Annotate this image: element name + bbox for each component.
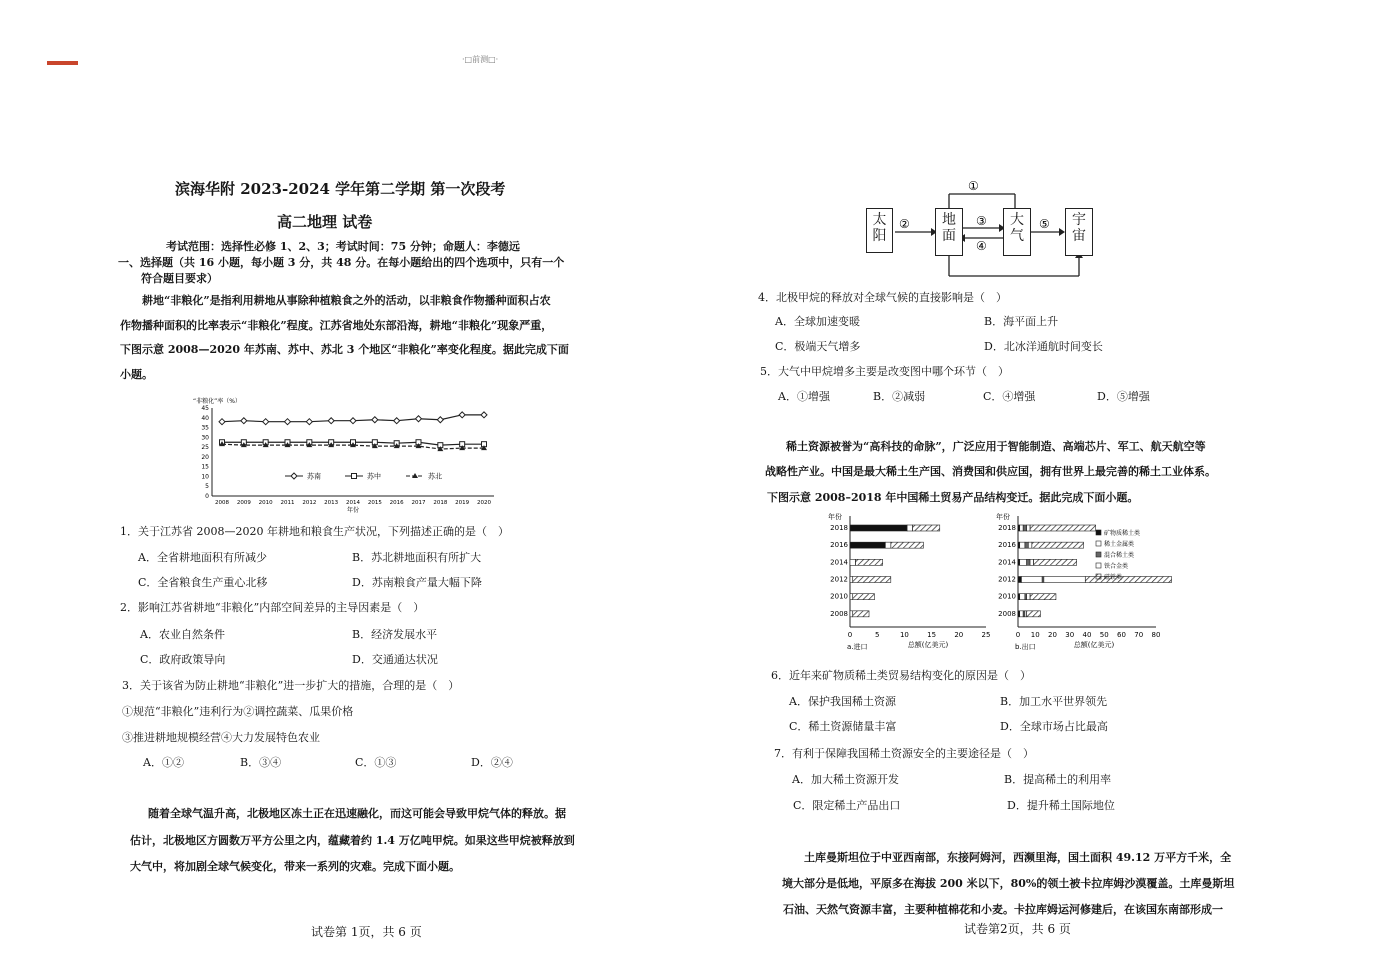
x-tick-label: 60 — [1117, 631, 1126, 639]
q7-stem: 7．有利于保障我国稀土资源安全的主要途径是（ ） — [774, 747, 1034, 760]
data-point — [481, 412, 487, 418]
q3-option-c[interactable]: C．①③ — [355, 756, 397, 769]
x-tick-label: 2014 — [346, 500, 360, 506]
passage1-line: 下图示意 2008—2020 年苏南、苏中、苏北 3 个地区“非粮化”率变化程度。据此完成下面 — [120, 343, 569, 356]
y-tick-label: 10 — [201, 473, 209, 481]
q2-option-d[interactable]: D．交通通达状况 — [352, 653, 438, 666]
x-tick-label: 2013 — [324, 500, 339, 506]
header-scribble: ·□前测□· — [462, 55, 499, 64]
q4-option-b[interactable]: B．海平面上升 — [984, 315, 1059, 328]
y-tick-label: 35 — [201, 424, 209, 432]
legend-label: 苏北 — [428, 472, 442, 481]
passage1-line: 作物播种面积的比率表示“非粮化”程度。江苏省地处东部沿海，耕地“非粮化”现象严重， — [120, 319, 553, 332]
q1-option-d[interactable]: D．苏南粮食产量大幅下降 — [352, 576, 482, 589]
x-axis-title: 年份 — [346, 507, 360, 514]
bar-segment — [1030, 525, 1096, 531]
y-tick-label: 2014 — [998, 558, 1016, 567]
legend-label: 混合稀土类 — [1104, 552, 1135, 559]
passage2-line: 大气中，将加剧全球气候变化，带来一系列的灾难。完成下面小题。 — [130, 860, 460, 873]
data-point — [328, 418, 334, 424]
x-tick-label: 2017 — [411, 500, 426, 506]
atmosphere-label: 大气 — [1010, 212, 1024, 244]
data-point — [437, 417, 443, 423]
x-tick-label: 25 — [981, 631, 991, 639]
bar-segment — [891, 542, 924, 548]
passage4-line: 土库曼斯坦位于中亚西南部，东接阿姆河，西濒里海，国土面积 49.12 万平方千米，全 — [804, 851, 1232, 864]
y-axis-title: 年份 — [828, 513, 842, 521]
red-mark — [47, 61, 78, 65]
y-tick-label: 2014 — [830, 558, 848, 567]
legend-label: 铁合金类 — [1104, 563, 1129, 570]
y-tick-label: 45 — [201, 405, 209, 412]
x-tick-label: 2015 — [367, 500, 382, 506]
universe-label: 宇宙 — [1072, 212, 1086, 244]
q3-item-line: ③推进耕地规模经营④大力发展特色农业 — [122, 731, 320, 744]
data-point — [241, 418, 247, 424]
q7-option-d[interactable]: D．提升稀土国际地位 — [1007, 799, 1115, 812]
q2-stem: 2．影响江苏省耕地“非粮化”内部空间差异的主导因素是（ ） — [120, 601, 425, 614]
bar-segment — [1027, 559, 1030, 565]
legend-swatch — [1096, 574, 1101, 579]
y-axis-title: “非粮化”率（%） — [193, 398, 241, 405]
label-n1: ① — [968, 179, 979, 193]
q3-item-line: ①规范“非粮化”违利行为②调控蔬菜、瓜果价格 — [122, 705, 354, 718]
x-tick-label: 10 — [1030, 631, 1040, 639]
data-point — [394, 418, 400, 424]
q6-option-c[interactable]: C．稀土资源储量丰富 — [789, 720, 897, 733]
bar-segment — [1020, 594, 1025, 600]
q6-option-a[interactable]: A．保护我国稀土资源 — [789, 695, 896, 708]
x-tick-label: 15 — [927, 631, 937, 639]
y-tick-label: 2016 — [830, 541, 848, 550]
y-tick-label: 2012 — [830, 575, 848, 584]
exam-info: 考试范围：选择性必修 1、2、3；考试时间：75 分钟；命题人：李德远 — [166, 240, 520, 253]
page-title: 滨海华附 2023-2024 学年第二学期 第一次段考 — [175, 180, 506, 198]
q4-option-c[interactable]: C．极端天气增多 — [775, 340, 861, 353]
bar-segment — [853, 611, 869, 617]
bar-segment — [850, 542, 885, 548]
bar-segment — [853, 594, 875, 600]
x-tick-label: 2019 — [455, 500, 470, 506]
x-tick-label: 80 — [1151, 631, 1161, 639]
legend-label: 磁铁类 — [1104, 574, 1123, 581]
x-axis-title: 总额(亿美元) — [1073, 641, 1115, 649]
label-n4: ④ — [976, 239, 987, 253]
q4-option-a[interactable]: A．全球加速变暖 — [775, 315, 860, 328]
bar-segment — [850, 577, 853, 583]
bar-segment — [1018, 577, 1021, 583]
non-grain-rate-chart — [188, 394, 508, 516]
bar-segment — [1020, 559, 1027, 565]
passage1-line: 耕地“非粮化”是指利用耕地从事除种植粮食之外的活动，以非粮食作物播种面积占农 — [142, 294, 551, 307]
section-heading: 一、选择题（共 16 小题，每小题 3 分，共 48 分。在每小题给出的四个选项中，只有一个 — [118, 256, 565, 269]
bar-segment — [1032, 542, 1084, 548]
x-tick-label: 2011 — [280, 500, 295, 506]
legend-swatch — [1096, 563, 1101, 568]
bar-segment — [1028, 542, 1031, 548]
legend-swatch — [1096, 530, 1101, 535]
data-point — [372, 417, 378, 423]
x-tick-label: 0 — [1015, 631, 1021, 639]
passage3-line: 下图示意 2008–2018 年中国稀土贸易产品结构变迁。据此完成下面小题。 — [767, 491, 1139, 504]
x-tick-label: 40 — [1082, 631, 1092, 639]
legend-swatch — [1096, 541, 1101, 546]
x-axis-title: 总额(亿美元) — [907, 641, 949, 649]
q2-option-c[interactable]: C．政府政策导向 — [140, 653, 226, 666]
x-tick-label: 30 — [1065, 631, 1075, 639]
y-tick-label: 2018 — [998, 524, 1016, 532]
q3-stem: 3．关于该省为防止耕地“非粮化”进一步扩大的措施，合理的是（ ） — [122, 679, 460, 692]
q5-option-c[interactable]: C．④增强 — [983, 390, 1036, 403]
bar-segment — [850, 525, 907, 531]
x-tick-label: 2020 — [477, 500, 491, 506]
bar-segment — [1021, 577, 1042, 583]
legend-marker — [291, 473, 297, 479]
y-tick-label: 2008 — [998, 609, 1016, 618]
q6-option-d[interactable]: D．全球市场占比最高 — [1000, 720, 1108, 733]
q1-option-b[interactable]: B．苏北耕地面积有所扩大 — [352, 551, 482, 564]
y-tick-label: 20 — [201, 453, 209, 461]
page-subtitle: 高二地理 试卷 — [277, 213, 373, 231]
data-point — [459, 412, 465, 418]
bar-segment — [850, 559, 855, 565]
box-universe — [1065, 208, 1093, 256]
q7-option-c[interactable]: C．限定稀土产品出口 — [793, 799, 901, 812]
bar-segment — [1034, 559, 1077, 565]
passage4-line: 石油、天然气资源丰富，主要种植棉花和小麦。卡拉库姆运河修建后，在该国东南部形成一 — [783, 903, 1223, 916]
bar-segment — [850, 611, 853, 617]
q5-option-a[interactable]: A．①增强 — [778, 390, 830, 403]
heat-flow-diagram — [860, 178, 1100, 280]
box-ground — [935, 208, 963, 256]
q3-option-d[interactable]: D．②④ — [471, 756, 513, 769]
x-tick-label: 5 — [874, 631, 880, 639]
passage2-line: 随着全球气温升高，北极地区冻土正在迅速融化，而这可能会导致甲烷气体的释放。据 — [148, 807, 566, 820]
legend-marker — [352, 474, 357, 479]
x-tick-label: 10 — [899, 631, 909, 639]
data-point — [350, 418, 356, 424]
passage3-line: 战略性产业。中国是最大稀土生产国、消费国和供应国，拥有世界上最完善的稀土工业体系。 — [765, 465, 1216, 478]
bar-segment — [1027, 594, 1030, 600]
sun-label: 太阳 — [872, 212, 887, 244]
legend-label: 苏南 — [307, 472, 321, 481]
y-tick-label: 2008 — [830, 609, 848, 618]
q7-option-b[interactable]: B．提高稀土的利用率 — [1004, 773, 1112, 786]
y-tick-label: 2012 — [998, 575, 1016, 584]
page1-footer: 试卷第 1页，共 6 页 — [311, 925, 422, 939]
bar-segment — [1044, 577, 1085, 583]
passage2-line: 估计，北极地区方圆数万平方公里之内，蕴藏着约 1.4 万亿吨甲烷。如果这些甲烷被释放到 — [130, 834, 575, 847]
label-n3: ③ — [976, 214, 987, 228]
x-tick-label: 2010 — [258, 500, 273, 506]
data-point — [416, 416, 422, 422]
y-tick-label: 25 — [201, 444, 209, 452]
x-tick-label: 2009 — [236, 500, 251, 506]
bar-segment — [913, 525, 940, 531]
legend-swatch — [1096, 552, 1101, 557]
x-tick-label: 70 — [1134, 631, 1144, 639]
q6-option-b[interactable]: B．加工水平世界领先 — [1000, 695, 1108, 708]
bar-segment — [907, 525, 912, 531]
box-atmosphere — [1003, 208, 1031, 256]
data-point — [263, 419, 269, 425]
data-point — [285, 419, 291, 425]
label-n5: ⑤ — [1039, 217, 1050, 231]
ground-label: 地面 — [942, 212, 956, 244]
x-tick-label: 50 — [1099, 631, 1109, 639]
q1-option-a[interactable]: A．全省耕地面积有所减少 — [138, 551, 267, 564]
q2-option-a[interactable]: A．农业自然条件 — [140, 628, 225, 641]
bar-segment — [853, 577, 891, 583]
q2-option-b[interactable]: B．经济发展水平 — [352, 628, 438, 641]
bar-segment — [850, 594, 853, 600]
q4-stem: 4．北极甲烷的释放对全球气候的直接影响是（ ） — [758, 291, 1007, 304]
legend-label: 矿物质稀土类 — [1104, 530, 1141, 537]
x-tick-label: 20 — [1048, 631, 1057, 639]
y-axis-title: 年份 — [996, 513, 1010, 521]
q3-option-a[interactable]: A．①② — [143, 756, 184, 769]
y-tick-label: 2010 — [998, 592, 1016, 601]
x-tick-label: 2018 — [433, 500, 448, 506]
chart-subtitle: a.进口 — [847, 643, 868, 651]
section-heading-cont: 符合题目要求） — [141, 272, 218, 285]
bar-segment — [1023, 525, 1026, 531]
bar-segment — [1025, 542, 1028, 548]
bar-segment — [1020, 611, 1023, 617]
rare-earth-trade-chart — [822, 510, 1172, 658]
q5-option-d[interactable]: D．⑤增强 — [1097, 390, 1150, 403]
q1-stem: 1．关于江苏省 2008—2020 年耕地和粮食生产状况，下列描述正确的是（ ） — [120, 525, 509, 538]
data-point — [306, 419, 312, 425]
passage4-line: 境大部分是低地，平原多在海拔 200 米以下，80%的领土被卡拉库姆沙漠覆盖。土库曼斯坦 — [782, 877, 1235, 890]
passage3-line: 稀土资源被誉为“高科技的命脉”，广泛应用于智能制造、高端芯片、军工、航天航空等 — [786, 440, 1206, 453]
q7-option-a[interactable]: A．加大稀土资源开发 — [792, 773, 899, 786]
q4-option-d[interactable]: D．北冰洋通航时间变长 — [984, 340, 1103, 353]
x-tick-label: 2008 — [215, 500, 229, 506]
bar-segment — [1030, 594, 1056, 600]
y-tick-label: 2010 — [830, 592, 848, 601]
chart-subtitle: b.出口 — [1015, 643, 1036, 651]
x-tick-label: 2016 — [389, 500, 404, 506]
x-tick-label: 0 — [847, 631, 853, 639]
box-sun — [866, 208, 893, 253]
bar-segment — [1020, 542, 1025, 548]
legend-label: 稀土金属类 — [1104, 541, 1135, 548]
bar-segment — [1027, 525, 1030, 531]
label-n2: ② — [899, 217, 910, 231]
q5-stem: 5．大气中甲烷增多主要是改变图中哪个环节（ ） — [760, 365, 1009, 378]
q5-option-b[interactable]: B．②减弱 — [873, 390, 926, 403]
data-point — [219, 419, 225, 425]
x-tick-label: 2012 — [302, 500, 317, 506]
q1-option-c[interactable]: C．全省粮食生产重心北移 — [138, 576, 268, 589]
bar-segment — [1030, 559, 1033, 565]
y-tick-label: 5 — [205, 483, 209, 491]
q3-option-b[interactable]: B．③④ — [240, 756, 282, 769]
passage1-line: 小题。 — [120, 368, 153, 381]
legend-label: 苏中 — [367, 472, 381, 481]
x-tick-label: 20 — [954, 631, 964, 639]
y-tick-label: 40 — [201, 414, 209, 422]
page2-footer: 试卷第2页，共 6 页 — [964, 922, 1071, 936]
y-tick-label: 15 — [201, 463, 209, 471]
bar-segment — [1020, 525, 1023, 531]
bar-segment — [1027, 611, 1041, 617]
y-tick-label: 0 — [205, 493, 209, 500]
y-tick-label: 2018 — [830, 524, 848, 532]
bar-segment — [885, 542, 890, 548]
y-tick-label: 30 — [201, 434, 209, 442]
y-tick-label: 2016 — [998, 541, 1016, 550]
bar-segment — [855, 559, 882, 565]
q6-stem: 6．近年来矿物质稀土类贸易结构变化的原因是（ ） — [771, 669, 1031, 682]
